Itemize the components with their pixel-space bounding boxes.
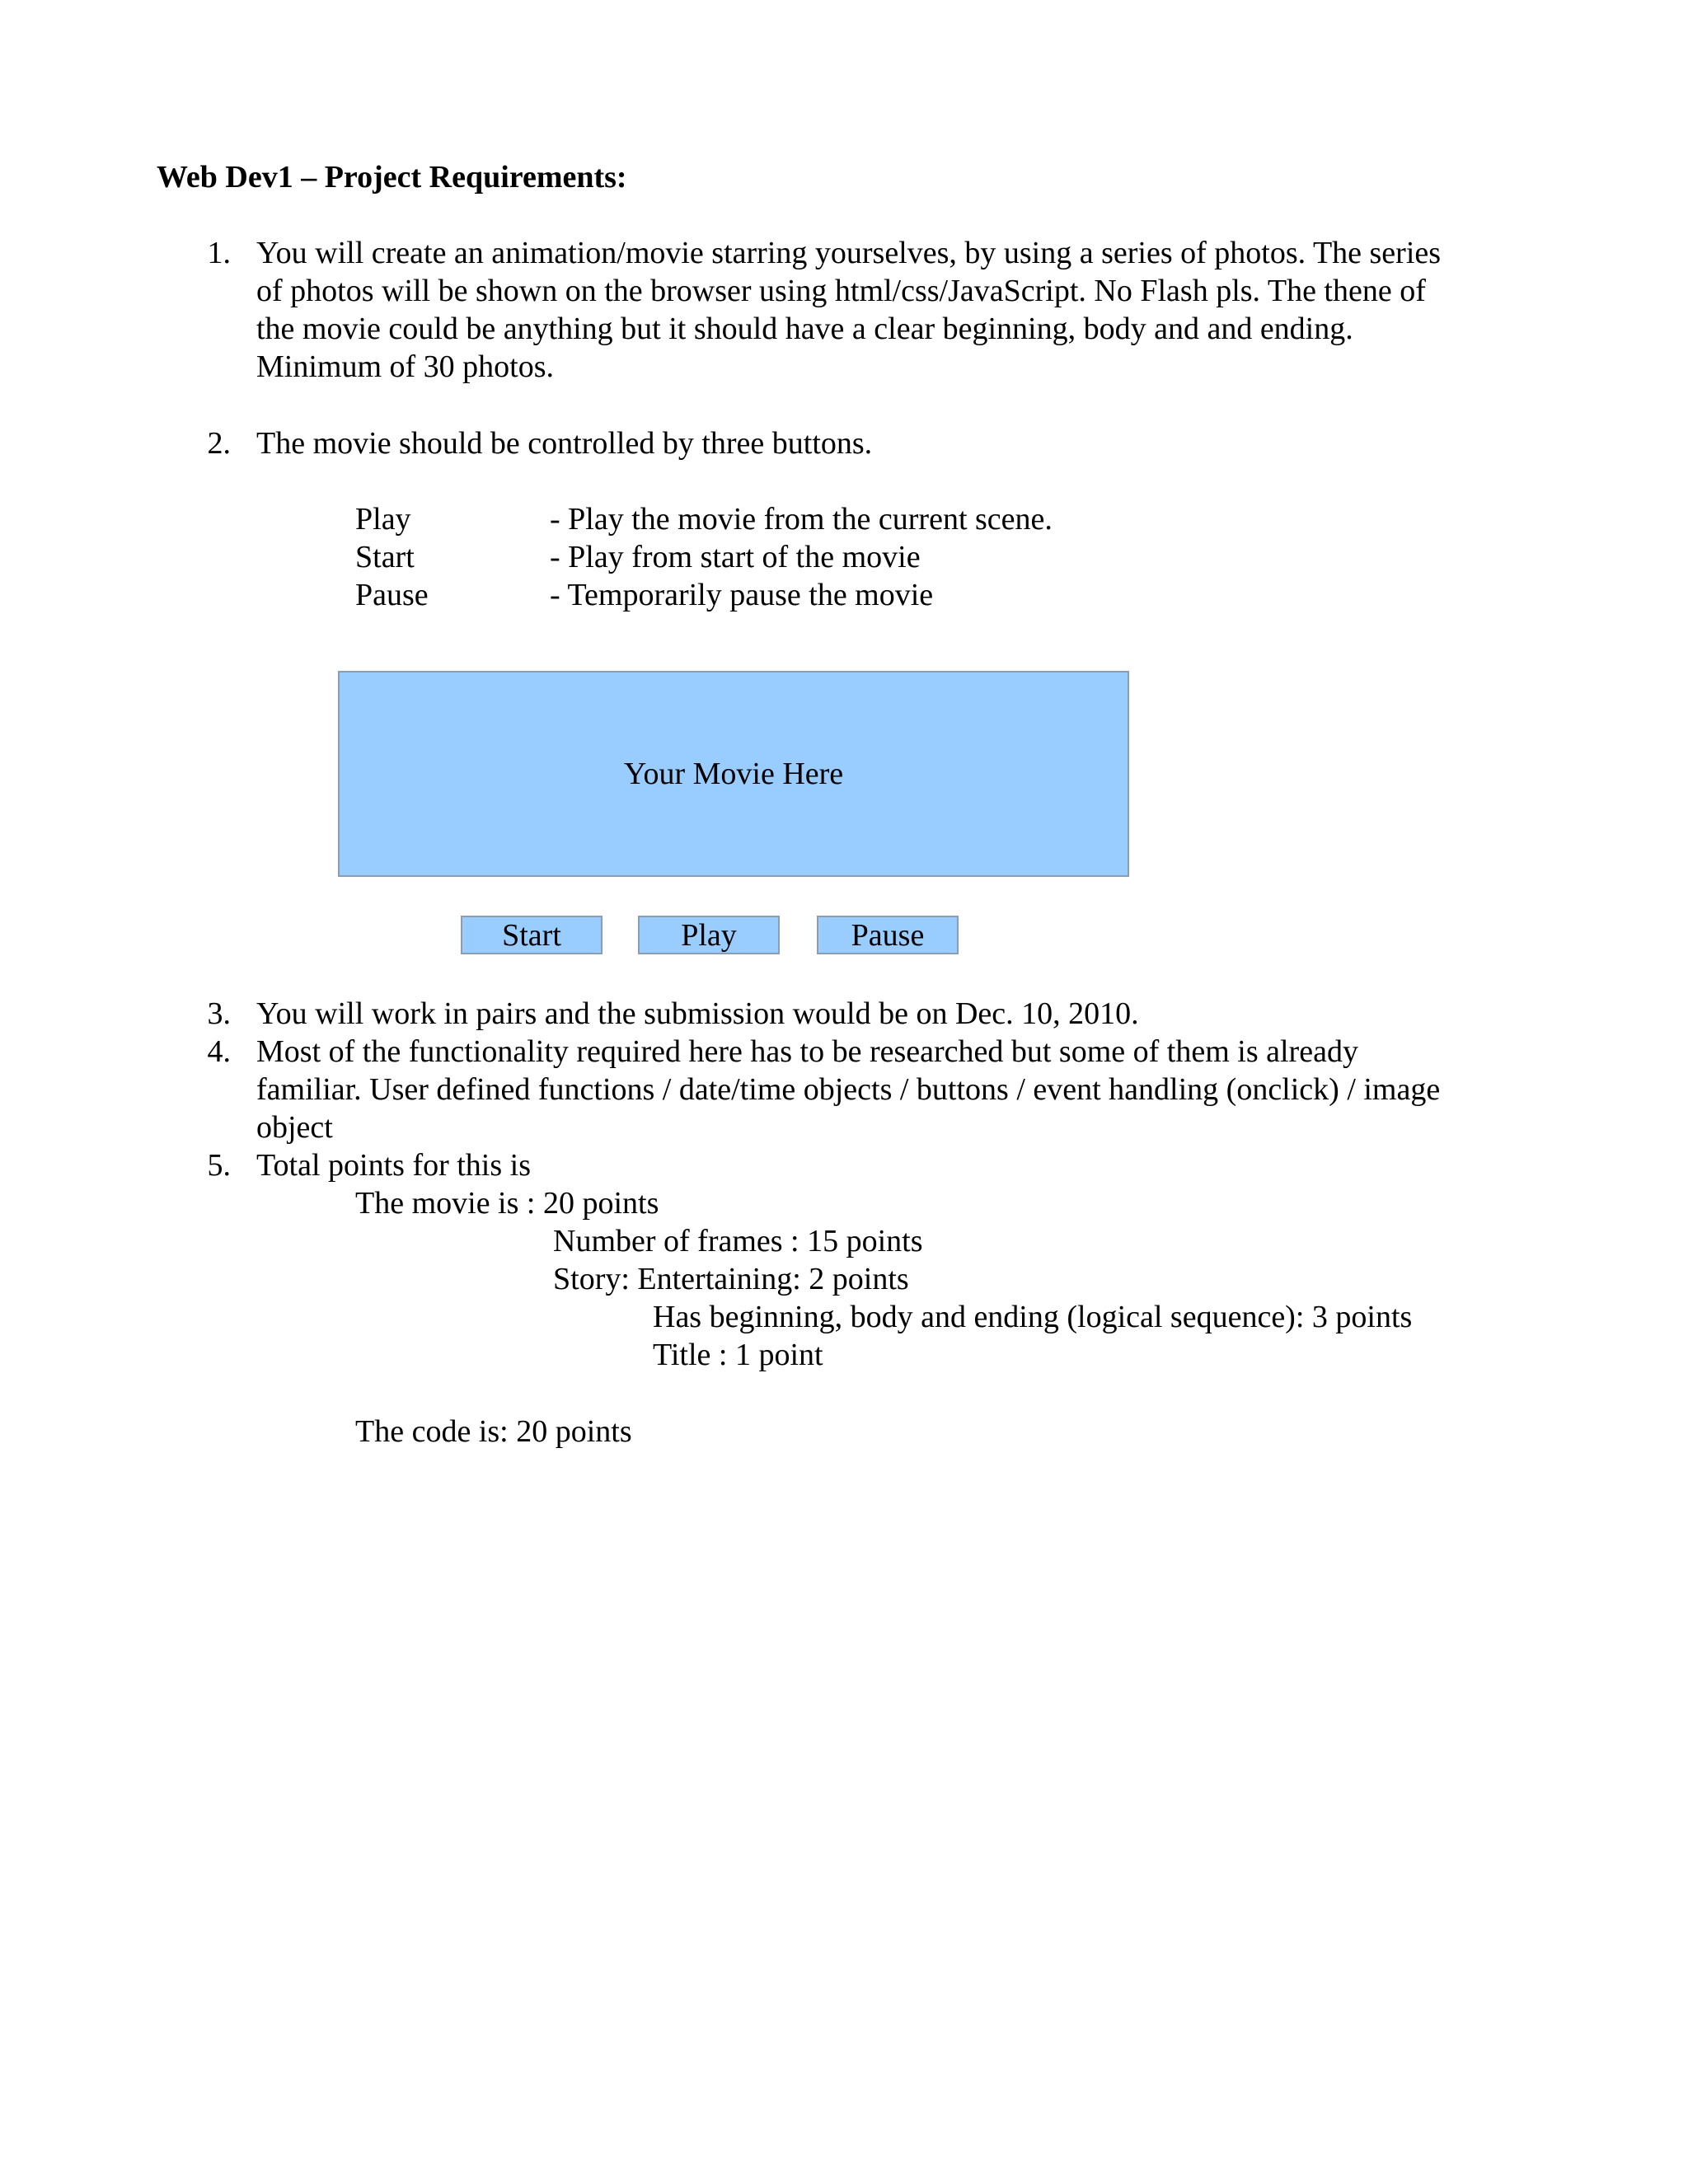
list-item-line: You will work in pairs and the submission would be on Dec. 10, 2010.	[256, 996, 1139, 1031]
list-number: 4.	[207, 1034, 231, 1069]
start-button[interactable]: Start	[461, 916, 603, 954]
points-frames: Number of frames : 15 points	[553, 1224, 923, 1258]
list-item-line: You will create an animation/movie starring yourselves, by using a series of photos. The series	[256, 236, 1442, 270]
movie-placeholder-text: Your Movie Here	[623, 757, 844, 791]
list-item-line: of photos will be shown on the browser using html/css/JavaScript. No Flash pls. The thene of	[256, 274, 1426, 308]
points-movie: The movie is : 20 points	[355, 1186, 659, 1221]
points-title: Title : 1 point	[653, 1338, 823, 1372]
list-item-line: Most of the functionality required here has to be researched but some of them is already	[256, 1034, 1358, 1069]
list-item-line: the movie could be anything but it should have a clear beginning, body and and ending.	[256, 312, 1353, 346]
control-desc-play: - Play the movie from the current scene.	[550, 502, 1053, 537]
list-item-line: Minimum of 30 photos.	[256, 349, 555, 384]
document-title: Web Dev1 – Project Requirements:	[157, 160, 627, 194]
list-number: 2.	[207, 426, 231, 461]
movie-placeholder-box	[338, 671, 1129, 877]
points-story: Story: Entertaining: 2 points	[553, 1262, 909, 1296]
control-desc-pause: - Temporarily pause the movie	[550, 578, 934, 612]
list-item-line: familiar. User defined functions / date/time objects / buttons / event handling (onclick) / image	[256, 1072, 1441, 1107]
control-desc-start: - Play from start of the movie	[550, 540, 921, 574]
list-number: 5.	[207, 1148, 231, 1183]
play-button[interactable]: Play	[638, 916, 780, 954]
control-name-start: Start	[355, 540, 415, 574]
control-name-play: Play	[355, 502, 411, 537]
list-item-line: Total points for this is	[256, 1148, 532, 1183]
pause-button[interactable]: Pause	[817, 916, 959, 954]
list-item-line: The movie should be controlled by three buttons.	[256, 426, 873, 461]
list-item-line: object	[256, 1110, 333, 1145]
list-number: 1.	[207, 236, 231, 270]
list-number: 3.	[207, 996, 231, 1031]
control-name-pause: Pause	[355, 578, 429, 612]
points-sequence: Has beginning, body and ending (logical sequence): 3 points	[653, 1300, 1413, 1334]
points-code: The code is: 20 points	[355, 1414, 632, 1449]
